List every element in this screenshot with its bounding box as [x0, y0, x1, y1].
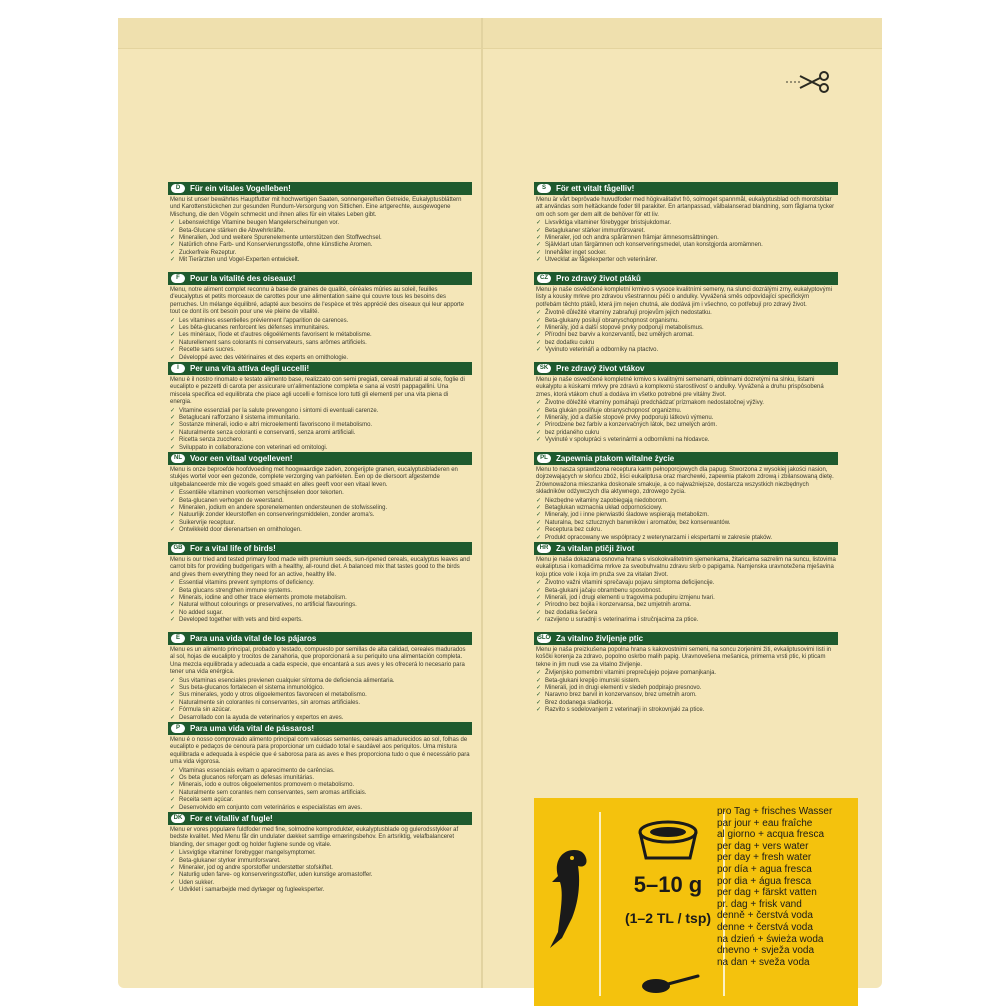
- benefit-item: ✓ Självklart utan färgämnen och konserveringsmedel, utan konstgjorda aromämnen.: [536, 242, 836, 249]
- dosage-line: na dan + sveža voda: [717, 956, 810, 968]
- benefit-item: ✓ Minerály, jód a ďalšie stopové prvky podporujú látkovú výmenu.: [536, 415, 836, 422]
- lang-section-sk: [534, 362, 838, 447]
- benefit-item: ✓ Naravno brez barvil in konzervansov, brez umetnih arom.: [536, 692, 836, 699]
- benefit-item: ✓ Developed together with vets and bird experts.: [170, 617, 470, 624]
- benefit-item: ✓ Mineraler, jod och andra spårämnen främjar ämnesomsättningen.: [536, 235, 836, 242]
- lang-body: [168, 735, 472, 811]
- lang-code-badge: HR: [537, 544, 551, 553]
- benefit-item: ✓ Essential vitamins prevent symptoms of deficiency.: [170, 580, 470, 587]
- lang-body: [534, 645, 838, 717]
- benefit-item: ✓ Beta glucans strengthen immune systems.: [170, 588, 470, 595]
- lang-header: [534, 362, 838, 375]
- lang-section-se: [534, 182, 838, 267]
- lang-intro: Menu je naša preizkušena popolna hrana s kakovostnimi semeni, na soncu zorjenimi žiti, evkaliptusovimi listi in koščki korenja za zdravo, popolno oskrbo malih papig. Uravnovešena mešanica, primerna vrsti ptic, ki pticam tekne in jim nudi vse za vitalno življenje.: [536, 647, 832, 668]
- benefit-item: ✓ Minerals, iodine and other trace elements promote metabolism.: [170, 595, 470, 602]
- benefit-item: ✓ Suikervrije receptuur.: [170, 520, 470, 527]
- lang-title: Zapewnia ptakom witalne życie: [556, 454, 675, 463]
- benefit-item: ✓ Přírodní bez barviv a konzervantů, bez umělých aromat.: [536, 332, 836, 339]
- bag-center-seam: [481, 18, 483, 988]
- lang-code-badge: S: [537, 184, 551, 193]
- lang-code-badge: I: [171, 364, 185, 373]
- lang-code-badge: F: [171, 274, 185, 283]
- benefit-item: ✓ bez dodatka šećera: [536, 610, 836, 617]
- benefit-item: ✓ Beta-glukani jačaju obrambenu sposobnost.: [536, 588, 836, 595]
- lang-title: Pour la vitalité des oiseaux!: [190, 274, 296, 283]
- lang-body: [168, 555, 472, 627]
- dosage-lines: [717, 806, 857, 968]
- lang-header: [534, 542, 838, 555]
- lang-title: Für ein vitales Vogelleben!: [190, 184, 291, 193]
- benefit-item: ✓ Beta-glukani krepijo imunski sistem.: [536, 678, 836, 685]
- lang-intro: Menu is onze beproefde hoofdvoeding met hoogwaardige zaden, zongerijpte granen, eucalyptusbladeren en stukjes wortel voor een gezonde, complete verzorging van parkieten. Een op de diersoort afgestemde uitgebalanceerde mix die vogels goed smaakt en alles geeft voor een vitaal leven.: [170, 467, 458, 488]
- lang-body: [168, 195, 472, 267]
- lang-section-fr: [168, 272, 472, 361]
- parrot-icon: [550, 850, 587, 948]
- lang-title: Para una vida vital de los pájaros: [190, 634, 317, 643]
- lang-intro: Menu je naša dokazana osnovna hrana s visokokvalitetnim sjemenkama, žitaricama sazrelim na suncu, listovima eukaliptusa i komadićima mrkve za sveobuhvatnu zdravu skrb o papigama. Namjenska uravnotežena mješavina koju ptice vole i koja im pruža sve za vitalan život.: [536, 557, 836, 578]
- benefit-item: ✓ Développé avec des vétérinaires et des experts en ornithologie.: [170, 355, 470, 362]
- benefit-item: ✓ Receita sem açúcar.: [170, 797, 470, 804]
- lang-title: Za vitalno življenje ptic: [556, 634, 644, 643]
- benefit-item: ✓ Betaglukaner stärker immunförsvaret.: [536, 228, 836, 235]
- lang-body: [168, 285, 472, 361]
- lang-section-slo: [534, 632, 838, 717]
- spoon-icon: [642, 976, 698, 993]
- lang-code-badge: DK: [171, 814, 185, 823]
- benefit-item: ✓ Mineralien, Jod und weitere Spurenelemente unterstützen den Stoffwechsel.: [170, 235, 470, 242]
- benefit-item: ✓ Beta-glucanen verhogen de weerstand.: [170, 498, 470, 505]
- scissors-icon[interactable]: [786, 70, 832, 94]
- benefit-item: ✓ Životne dôležité vitamíny pomáhajú predchádzať prízmakom nedostatočnej výživy.: [536, 400, 836, 407]
- lang-body: [534, 285, 838, 357]
- lang-title: Pre zdravý život vtákov: [556, 364, 645, 373]
- lang-body: [168, 825, 472, 897]
- benefit-item: ✓ Naturlig uden farve- og konserveringsstoffer, uden kunstige aromastoffer.: [170, 872, 470, 879]
- benefit-item: ✓ Naturellement sans colorants ni conservateurs, sans arômes artificiels.: [170, 340, 470, 347]
- lang-header: [168, 272, 472, 285]
- benefit-item: ✓ Livsviktiga vitaminer förebygger bristsjukdomar.: [536, 220, 836, 227]
- lang-code-badge: CZ: [537, 274, 551, 283]
- benefit-item: ✓ Minerały, jod i inne pierwiastki śladowe wspierają metabolizm.: [536, 512, 836, 519]
- benefit-item: ✓ Sus minerales, yodo y otros oligoelementos favorecen el metabolismo.: [170, 692, 470, 699]
- benefit-item: ✓ Uden sukker.: [170, 880, 470, 887]
- lang-body: [534, 195, 838, 267]
- benefit-item: ✓ Sostanze minerali, iodio e altri microelementi favoriscono il metabolismo.: [170, 422, 470, 429]
- lang-header: [168, 542, 472, 555]
- lang-header: [168, 182, 472, 195]
- lang-section-hr: [534, 542, 838, 627]
- benefit-item: ✓ Vyvinuto veterináři a odborníky na ptactvo.: [536, 347, 836, 354]
- dosage-line: denně + čerstvá voda: [717, 910, 813, 922]
- benefit-item: ✓ Sus vitaminas esenciales previenen cualquier síntoma de deficiencia alimentaria.: [170, 678, 470, 685]
- lang-title: Za vitalan ptičji život: [556, 544, 635, 553]
- benefit-item: ✓ Beta-glukany posilují obranyschopnost organismu.: [536, 318, 836, 325]
- benefit-item: ✓ Minerály, jód a další stopové prvky podporují metabolismus.: [536, 325, 836, 332]
- bowl-icon: [640, 822, 696, 858]
- benefit-item: ✓ Essentiële vitaminen voorkomen verschijnselen door tekorten.: [170, 490, 470, 497]
- benefit-item: ✓ Fórmula sin azúcar.: [170, 707, 470, 714]
- lang-body: [168, 645, 472, 721]
- dosage-line: per dag + vers water: [717, 840, 809, 852]
- lang-section-it: [168, 362, 472, 451]
- benefit-item: ✓ Les bêta-glucanes renforcent les défenses immunitaires.: [170, 325, 470, 332]
- benefit-item: ✓ Vitamine essenziali per la salute prevengono i sintomi di eventuali carenze.: [170, 408, 470, 415]
- lang-title: For a vital life of birds!: [190, 544, 276, 553]
- benefit-item: ✓ Recette sans sucres.: [170, 347, 470, 354]
- lang-intro: Menu je naše osvědčené kompletní krmivo s vysoce kvalitními semeny, na slunci dozrálými zrny, eukalyptovými listy a kousky mrkve pro zdravou všestrannou péči o andulky. Vyvážená směs odpovídající specifickým potřebám těchto ptáků, která jim nejen chutná, ale dodává jim i všechno, co potřebují pro zdravý život.: [536, 287, 832, 308]
- lang-header: [168, 362, 472, 375]
- lang-title: Per una vita attiva degli uccelli!: [190, 364, 310, 373]
- benefit-item: ✓ Desarrollado con la ayuda de veterinarios y expertos en aves.: [170, 715, 470, 722]
- lang-section-pt: [168, 722, 472, 811]
- lang-title: För ett vitalt fågelliv!: [556, 184, 635, 193]
- lang-intro: Menu je naše osvedčené kompletné krmivo s kvalitnými semenami, oblinnami dozretými na slnku, listami eukalyptu a kúskami mrkvy pre zdravú a komplexnú starostlivosť o andulky. Vyvážená a druhu prispôsobená zmes, ktorá vtákom chutí a dodáva im všetko potrebné pre vitálny život.: [536, 377, 824, 398]
- benefit-item: ✓ Življenjsko pomembni vitamini preprečujejo pojave pomanjkanja.: [536, 670, 836, 677]
- benefit-item: ✓ Beta-Glucane stärken die Abwehrkräfte.: [170, 228, 470, 235]
- dosage-line: per dag + färskt vatten: [717, 887, 817, 899]
- lang-section-pl: [534, 452, 838, 541]
- lang-header: [168, 452, 472, 465]
- dosage-line: na dzień + świeża woda: [717, 933, 824, 945]
- benefit-item: ✓ Les minéraux, l'iode et d'autres oligoéléments favorisent le métabolisme.: [170, 332, 470, 339]
- benefit-item: ✓ Zuckerfreie Rezeptur.: [170, 250, 470, 257]
- benefit-item: ✓ Sus beta-glucanos fortalecen el sistema inmunológico.: [170, 685, 470, 692]
- lang-intro: Menu är vårt beprövade huvudfoder med högkvalitativt frö, solmoget spannmål, eukalyptusblad och morotsbitar att användas som heltäckande foder till parakiter. En artanpassad, välbalanserad blandning, som fåglarna tycker om och som ger dem allt de behöver för ett liv.: [536, 197, 835, 218]
- benefit-item: ✓ Naturalna, bez sztucznych barwników i aromatów, bez konserwantów.: [536, 520, 836, 527]
- benefit-item: ✓ bez dodatku cukru: [536, 340, 836, 347]
- dosage-amount: 5–10 g: [633, 872, 703, 897]
- dosage-line: por dia + água fresca: [717, 875, 812, 887]
- benefit-item: ✓ Betaglucani rafforzano il sistema immunitario.: [170, 415, 470, 422]
- lang-section-es: [168, 632, 472, 721]
- lang-intro: Menu is our tried and tested primary food made with premium seeds, sun-ripened cereals, eucalyptus leaves and carrot bits for providing budgerigars with a healthy, all-round diet. A balanced mix that tastes good to the birds and gives them everything they need for an active, healthy life.: [170, 557, 470, 578]
- benefit-item: ✓ Sviluppato in collaborazione con veterinari ed ornitologi.: [170, 445, 470, 452]
- lang-intro: Menu er vores populære fuldfoder med fine, solmodne kornprodukter, eukalyptusblade og gulerodsstykker af bedste kvalitet. Med Menu får din undulater dækket samtlige ernæringsbehov. En artsriktig, velafbalanceret blanding, der smager godt og holder fuglene sunde og vitale.: [170, 827, 459, 848]
- lang-code-badge: D: [171, 184, 185, 193]
- benefit-item: ✓ Desenvolvido em conjunto com veterinários e especialistas em aves.: [170, 805, 470, 812]
- benefit-item: ✓ Minerali, jod i drugi elementi u tragovima podupiru izmjenu tvari.: [536, 595, 836, 602]
- lang-header: [534, 452, 838, 465]
- lang-intro: Menu é o nosso comprovado alimento principal com valiosas sementes, cereais amadurecidos ao sol, folhas de eucalipto e pedaços de cenoura para proporcionar um cuidado total e saudável aos periquitos. Uma mistura equilibrada e adequada à espécie que é saborosa para as aves e lhes proporciona tudo o que é necessário para uma vida vigorosa.: [170, 737, 470, 766]
- benefit-item: ✓ Mit Tierärzten und Vogel-Experten entwickelt.: [170, 257, 470, 264]
- lang-body: [168, 465, 472, 537]
- benefit-item: ✓ Niezbędne witaminy zapobiegają niedoborom.: [536, 498, 836, 505]
- dosage-line: al giorno + acqua fresca: [717, 829, 825, 841]
- lang-body: [534, 375, 838, 447]
- dosage-line: pr. dag + frisk vand: [717, 898, 802, 910]
- dosage-line: por día + agua fresca: [717, 863, 812, 875]
- left-language-column: [168, 182, 472, 902]
- benefit-item: ✓ Mineraler, jod og andre sporstoffer understøtter stofskiftet.: [170, 865, 470, 872]
- benefit-item: ✓ Naturalmente senza coloranti e conservanti, senza aromi artificiali.: [170, 430, 470, 437]
- benefit-item: ✓ bez pridaného cukru: [536, 430, 836, 437]
- lang-section-gb: [168, 542, 472, 627]
- benefit-item: ✓ Naturalmente sem corantes nem conservantes, sem aromas artificiais.: [170, 790, 470, 797]
- benefit-item: ✓ Natürlich ohne Farb- und Konservierungsstoffe, ohne künstliche Aromen.: [170, 242, 470, 249]
- lang-code-badge: GB: [171, 544, 185, 553]
- lang-code-badge: P: [171, 724, 185, 733]
- dosage-line: denne + čerstvá voda: [717, 921, 813, 933]
- lang-code-badge: SLO: [537, 635, 551, 641]
- benefit-item: ✓ Životně důležité vitamíny zabraňují projevům jejich nedostatku.: [536, 310, 836, 317]
- benefit-item: ✓ Naturalmente sin colorantes ni conservantes, sin aromas artificiales.: [170, 700, 470, 707]
- lang-code-badge: PL: [537, 454, 551, 463]
- benefit-item: ✓ Natuurlijk zonder kleurstoffen en conserveringsmiddelen, zonder aroma's.: [170, 512, 470, 519]
- benefit-item: ✓ Brez dodanega sladkorja.: [536, 700, 836, 707]
- benefit-item: ✓ Lebenswichtige Vitamine beugen Mangelerscheinungen vor.: [170, 220, 470, 227]
- lang-code-badge: NL: [171, 454, 185, 463]
- dosage-line: par jour + eau fraîche: [717, 817, 813, 829]
- benefit-item: ✓ Receptura bez cukru.: [536, 527, 836, 534]
- lang-title: For et vitalliv af fugle!: [190, 814, 273, 823]
- lang-title: Pro zdravý život ptáků: [556, 274, 641, 283]
- lang-section-nl: [168, 452, 472, 537]
- lang-section-de: [168, 182, 472, 267]
- lang-intro: Menu es un alimento principal, probado y testado, compuesto por semillas de alta calidad, cereales madurados al sol, hojas de eucalipto y trocitos de zanahoria, que proporcionará a su periquito una alimentación completa. Una mezcla equilibrada y adecuada a cada especie, que encantará a sus aves y les ofrecerá lo necesario para tener una vida enérgica.: [170, 647, 466, 676]
- food-bag-back: [118, 18, 882, 988]
- dosage-spoon: (1–2 TL / tsp): [624, 910, 712, 926]
- lang-body: [168, 375, 472, 451]
- benefit-item: ✓ No added sugar.: [170, 610, 470, 617]
- benefit-item: ✓ Natural without colourings or preservatives, no artificial flavourings.: [170, 602, 470, 609]
- lang-body: [534, 555, 838, 627]
- lang-header: [168, 632, 472, 645]
- benefit-item: ✓ Innehåller inget socker.: [536, 250, 836, 257]
- benefit-item: ✓ Ricetta senza zucchero.: [170, 437, 470, 444]
- dosage-line: dnevno + svježa voda: [717, 945, 815, 957]
- lang-title: Para uma vida vital de pássaros!: [190, 724, 315, 733]
- benefit-item: ✓ Beta glukán posilňuje obranyschopnosť organizmu.: [536, 408, 836, 415]
- lang-header: [168, 722, 472, 735]
- benefit-item: ✓ Životno važni vitamini sprečavaju pojavu simptoma deficijencije.: [536, 580, 836, 587]
- benefit-item: ✓ Udviklet i samarbejde med dyrlæger og fugleeksperter.: [170, 887, 470, 894]
- right-language-column: [534, 182, 838, 722]
- lang-intro: Menu ist unser bewährtes Hauptfutter mit hochwertigen Saaten, sonnengereiften Getreide, Eukalyptusblättern und Karottenstückchen zur gesunden Rundum-Versorgung von Sittichen. Eine artgerechte, ausgewogene Mischung, die den Vögeln schmeckt und ihnen alles für ein vitales Leben gibt.: [170, 197, 462, 218]
- lang-code-badge: E: [171, 634, 185, 643]
- benefit-item: ✓ Beta-glukaner styrker immunforsvaret.: [170, 858, 470, 865]
- benefit-item: ✓ Produkt opracowany we współpracy z weterynarzami i ekspertami w zakresie ptaków.: [536, 535, 836, 542]
- lang-header: [534, 182, 838, 195]
- benefit-item: ✓ Betaglukan wzmacnia układ odpornościowy.: [536, 505, 836, 512]
- lang-intro: Menu è il nostro rinomato e testato alimento base, realizzato con semi pregiati, cereali maturati al sole, foglie di eucalipto e pezzetti di carota per assicurare un'alimentazione completa e sana ai vostri pappagallini. Una miscela specifica ed equilibrata che piace agli uccelli e fornisce loro tutti gli elementi per una vita piena di energia.: [170, 377, 465, 406]
- bag-top-fold: [118, 18, 882, 49]
- benefit-item: ✓ Les vitamines essentielles préviennent l'apparition de carences.: [170, 318, 470, 325]
- benefit-item: ✓ Vitaminas essenciais evitam o aparecimento de carências.: [170, 768, 470, 775]
- lang-code-badge: SK: [537, 364, 551, 373]
- lang-header: [168, 812, 472, 825]
- benefit-item: ✓ Ontwikkeld door dierenartsen en ornithologen.: [170, 527, 470, 534]
- lang-section-cz: [534, 272, 838, 357]
- benefit-item: ✓ Vyvinuté v spolupráci s veterinármi a odborníkmi na hlodavce.: [536, 437, 836, 444]
- benefit-item: ✓ Utvecklat av fågelexperter och veterinärer.: [536, 257, 836, 264]
- lang-body: [534, 465, 838, 541]
- dosage-line: pro Tag + frisches Wasser: [717, 806, 833, 817]
- benefit-item: ✓ Minerais, iodo e outros oligoelementos promovem o metabolismo.: [170, 782, 470, 789]
- lang-section-dk: [168, 812, 472, 897]
- benefit-item: ✓ razvijeno u suradnji s veterinarima i stručnjacima za ptice.: [536, 617, 836, 624]
- lang-intro: Menu, notre aliment complet reconnu à base de graines de qualité, céréales mûries au soleil, feuilles d'eucalyptus et petits morceaux de carottes pour une alimentation saine qui couvre tous les besoins des perruches. Un mélange équilibré, adapté aux besoins de l'espèce et très apprécié des oiseaux qui leur apporte tout ce dont ils ont besoin pour une vie pleine de vitalité.: [170, 287, 464, 316]
- benefit-item: ✓ Prirodno bez bojila i konzervansa, bez umjetnih aroma.: [536, 602, 836, 609]
- benefit-item: ✓ Minerali, jod in drugi elementi v sledeh podpirajo presnovo.: [536, 685, 836, 692]
- lang-header: [534, 272, 838, 285]
- dosage-line: per day + fresh water: [717, 852, 812, 864]
- lang-header: [534, 632, 838, 645]
- benefit-item: ✓ Os beta glucanos reforçam as defesas imunitárias.: [170, 775, 470, 782]
- feeding-instructions-panel: [534, 798, 858, 1006]
- lang-intro: Menu to nasza sprawdzona receptura karm pełnoporcjowych dla papug. Stworzona z wysokiej jakości nasion, dojrzewających w słońcu zbóż, liści eukaliptusa oraz marchewki, zapewnia ptakom zdrową i zbilansowaną dietę. Zrównoważona mieszanka doskonale smakuje, a co najważniejsze, dostarcza wszystkich niezbędnych składników odżywczych dla aktywnego, zdrowego życia.: [536, 467, 834, 496]
- benefit-item: ✓ Livsvigtige vitaminer forebygger mangelsymptomer.: [170, 850, 470, 857]
- benefit-item: ✓ Razvito s sodelovanjem z veterinarji in strokovnjaki za ptice.: [536, 707, 836, 714]
- lang-title: Voor een vitaal vogelleven!: [190, 454, 293, 463]
- benefit-item: ✓ Prirodzene bez farbív a konzervačných látok, bez umelých aróm.: [536, 422, 836, 429]
- benefit-item: ✓ Mineralen, jodium en andere sporenelementen ondersteunen de stofwisseling.: [170, 505, 470, 512]
